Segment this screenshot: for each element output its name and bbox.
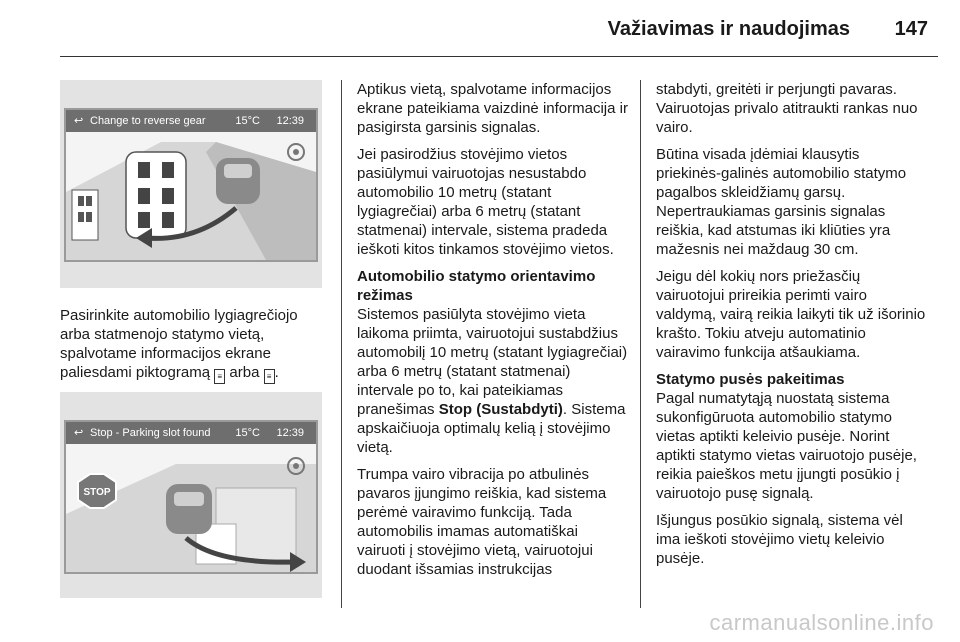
header-rule xyxy=(60,56,938,57)
stop-sign-icon xyxy=(78,474,116,508)
stop-sign-text: STOP xyxy=(83,487,111,498)
caption-paragraph: Pasirinkite automobilio lygiagrečiojo arba statmenojo statymo vietą, spalvotame informacijos ekrane paliesdami piktogramą ≡ arba ≡ . xyxy=(60,306,322,384)
display-screen xyxy=(64,420,318,574)
screen-status-bar xyxy=(66,110,316,132)
car-icon xyxy=(166,484,212,534)
paragraph: Išjungus posūkio signalą, sistema vėl ima ieškoti stovėjimo vietų keleivio pusėje. xyxy=(656,512,903,567)
column-1-caption xyxy=(60,306,322,392)
column-divider xyxy=(341,80,342,608)
parking-slot-zoom-icon xyxy=(126,152,186,238)
page-header xyxy=(0,0,960,60)
section-heading: Automobilio statymo orientavimo režimas xyxy=(357,268,596,304)
column-3-text xyxy=(656,80,928,576)
paragraph: Būtina visada įdėmiai klausytis priekinės-galinės automobilio statymo pagalbos skleidžiamų garsų. Nepertraukiamas garsinis signalas reiškia, kad atstumas iki kliūties yra mažesnis nei maždaug 30 cm. xyxy=(656,146,907,258)
clock-readout: 12:39 xyxy=(276,115,304,127)
figure-parking-slot-found xyxy=(60,392,322,598)
page-number: 147 xyxy=(894,18,928,40)
watermark: carmanualsonline.info xyxy=(709,610,934,635)
screen-message: Change to reverse gear xyxy=(90,115,206,127)
paragraph: Sistemos pasiūlyta stovėjimo vieta laikoma priimta, vairuotojui sustabdžius automobilį 10 metrų (statant lygiagrečiai) arba 6 metrų (statant statmenai) intervale po to, kai pateikiamas pranešimas Stop (Sustabdyti). Sistema apskaičiuoja optimalų kelią į stovėjimo vietą. xyxy=(357,306,628,456)
paragraph: Aptikus vietą, spalvotame informacijos ekrane pateikiama vaizdinė informacija ir pasigirsta garsinis signalas. xyxy=(357,81,628,136)
temperature-readout: 15°C xyxy=(235,427,260,439)
figure-reverse-gear xyxy=(60,80,322,288)
paragraph: Jeigu dėl kokių nors priežasčių vairuotojui prireikia perimti vairo valdymą, vairą reikia laikyti tik už išorinio krašto. Tokiu atveju automatinio vairavimo funkcija atšaukiama. xyxy=(656,268,926,361)
parallel-parking-icon: ≡ xyxy=(214,369,225,384)
clock-readout: 12:39 xyxy=(276,427,304,439)
back-arrow-icon: ↩ xyxy=(74,115,84,127)
paragraph: Jei pasirodžius stovėjimo vietos pasiūlymui vairuotojas nesustabdo automobilio 10 metrų (statant lygiagrečiai) arba 6 metrų (statant statmenai) intervale, sistema pradeda ieškoti kitos tinkamos stovėjimo vietos. xyxy=(357,146,614,258)
display-screen xyxy=(64,108,318,262)
settings-gear-icon xyxy=(288,144,304,160)
back-arrow-icon: ↩ xyxy=(74,427,84,439)
screen-message: Stop - Parking slot found xyxy=(90,427,211,439)
page-title: Važiavimas ir naudojimas xyxy=(607,18,850,40)
parking-scene-illustration xyxy=(66,444,316,572)
paragraph: Trumpa vairo vibracija po atbulinės pavaros įjungimo reiškia, kad sistema perėmė vairavimo funkciją. Tada automobilis imamas automatiškai vairuoti į stovėjimo vietą, vairuotojui duodant išsamias instrukcijas xyxy=(357,466,607,578)
column-2-text xyxy=(357,80,629,587)
parking-scene-illustration xyxy=(66,132,316,260)
section-heading: Statymo pusės pakeitimas xyxy=(656,371,845,388)
perpendicular-parking-icon: ≡ xyxy=(264,369,275,384)
paragraph: Pagal numatytąją nuostatą sistema sukonfigūruota automobilio statymo vietas aptikti keleivio pusėje. Norint aptikti statymo vietas vairuotojo pusėje, reikia paieškos metu įjungti posūkio į vairuotojo pusę signalą. xyxy=(656,390,917,502)
car-icon xyxy=(216,158,260,204)
column-divider xyxy=(640,80,641,608)
side-parking-markers-icon xyxy=(72,190,98,240)
temperature-readout: 15°C xyxy=(235,115,260,127)
paragraph: stabdyti, greitėti ir perjungti pavaras. Vairuotojas privalo atitraukti rankas nuo vairo. xyxy=(656,81,918,136)
screen-status-bar xyxy=(66,422,316,444)
